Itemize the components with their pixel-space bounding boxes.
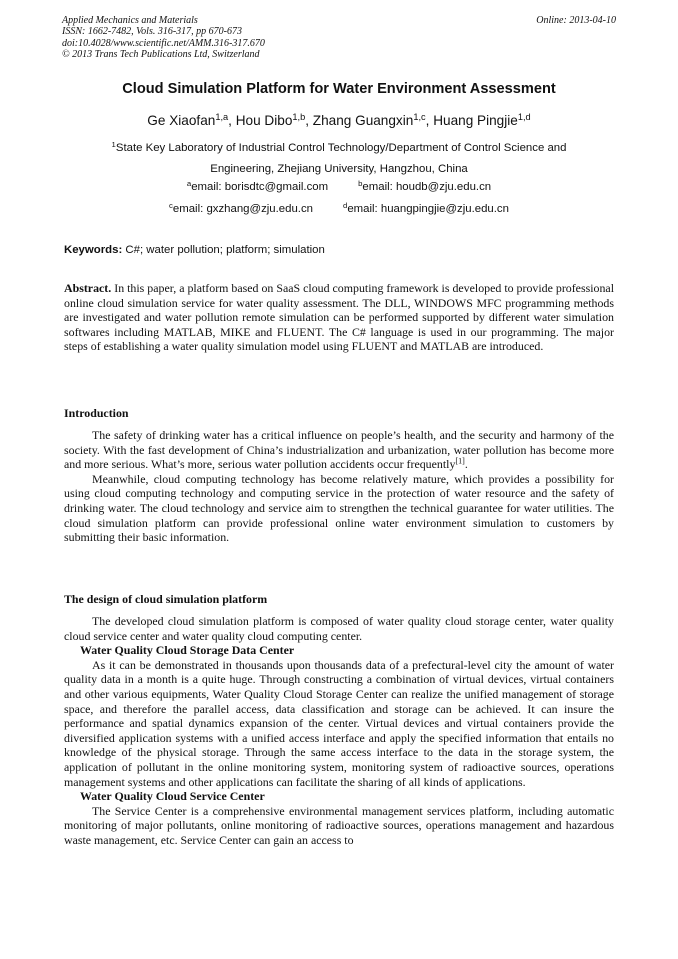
doi-line: doi:10.4028/www.scientific.net/AMM.316-317.670: [62, 37, 265, 49]
intro-paragraph-1: The safety of drinking water has a critical influence on people’s health, and the security and harmony of the society. With the fast development of China’s industrialization and urbanization, water pollution has become more and more serious. What’s more, serious water pollution accidents occur frequently: [64, 428, 614, 472]
author-name: Huang Pingjie: [433, 113, 518, 128]
journal-name: Applied Mechanics and Materials: [62, 15, 198, 26]
author-sup: 1,d: [517, 111, 531, 122]
design-heading: The design of cloud simulation platform: [64, 592, 268, 606]
author-sup: 1,b: [292, 111, 306, 122]
affiliation-sup: 1: [111, 139, 116, 149]
email-a[interactable]: $^a$email: borisdtc@gmail.com: [186, 178, 329, 193]
storage-center-subheading: Water Quality Cloud Storage Data Center: [80, 643, 295, 658]
design-paragraph-2: As it can be demonstrated in thousands upon thousands data of a prefectural-level city the amount of water quality data in a month is a quite huge. Through constructing a combination of virtual devices, virtual containers and other various equipments, Water Quality Cloud Storage Center can realize the unified management of storage space, and therefore the parallel access, data classification and storage can be achieved. It can insure the performance and spatial dynamics expansion of the center. Virtual devices and virtual containers provide the diversified application systems with a unified access interface and apply the specified information that entails no knowledge of the physical storage. Through the same access interface to the data in the storage system, the application of pollutant in the online monitoring system, monitoring system of radioactive sources, operations management systems and other applications can facilitate the sharing of all kinds of applications.: [64, 657, 614, 789]
abstract-label: Abstract.: [64, 281, 112, 295]
author-list: Ge Xiaofan$^{1,a}$, Hou Dibo$^{1,b}$, Zhang Guangxin$^{1,c}$, Huang Pingjie$^{1,d}$: [147, 111, 531, 128]
email-row-1: [0, 178, 678, 193]
design-paragraph-1: The developed cloud simulation platform is composed of water quality cloud storage center, water quality cloud service center and water quality cloud computing center.: [64, 614, 614, 643]
author-sup: 1,a: [215, 111, 229, 122]
introduction-body: The safety of drinking water has a critical influence on people’s health, and the security and harmony of the society. With the fast development of China’s industrialization and urbanization, water pollution has become more and more serious. What’s more, serious water pollution accidents occur frequently[1]. Meanwhile, cloud computing technology has become relatively mature, which provides a possibility for using cloud computing technology and computing service in the protection of water resource and the safety of drinking water. The cloud technology and service aim to strengthen the technical guarantee for water utilities. The cloud simulation platform can provide professional online water environment simulation to customers by submitting their basic information.: [64, 428, 614, 545]
abstract-text: In this paper, a platform based on SaaS cloud computing framework is developed to provide professional online cloud simulation service for water quality assessment. The DLL, WINDOWS MFC programming methods are investigated and water pollution remote simulation can be performed supported by different water simulation softwares including MATLAB, MIKE and FLUENT. The C# language is used in our programming. The major steps of establishing a water quality simulation model using FLUENT and MATLAB are introduced.: [64, 281, 614, 354]
email-b[interactable]: $^b$email: houdb@zju.edu.cn: [358, 178, 492, 193]
issn-line: ISSN: 1662-7482, Vols. 316-317, pp 670-673: [62, 26, 242, 38]
keywords-label: Keywords:: [64, 244, 123, 256]
copyright-line: © 2013 Trans Tech Publications Ltd, Switzerland: [62, 48, 260, 60]
service-center-subheading: Water Quality Cloud Service Center: [80, 789, 265, 804]
affiliation: [64, 138, 614, 180]
affiliation-line-2: Engineering, Zhejiang University, Hangzhou, China: [210, 163, 468, 175]
affiliation-line-1: State Key Laboratory of Industrial Control Technology/Department of Control Science and: [115, 142, 567, 154]
author-name: Ge Xiaofan: [147, 113, 216, 128]
design-body: [64, 614, 614, 848]
paper-title: Cloud Simulation Platform for Water Environment Assessment: [122, 81, 556, 97]
citation-ref[interactable]: [1]: [455, 456, 465, 466]
introduction-heading: Introduction: [64, 406, 129, 420]
author-name: Zhang Guangxin: [312, 113, 414, 128]
author-name: Hou Dibo: [235, 113, 293, 128]
email-row-2: [0, 200, 678, 215]
keywords: [64, 244, 325, 256]
author-sup: 1,c: [413, 111, 426, 122]
email-d[interactable]: $^d$email: huangpingjie@zju.edu.cn: [343, 200, 509, 215]
intro-paragraph-2: Meanwhile, cloud computing technology has become relatively mature, which provides a possibility for using cloud computing technology and computing service in the protection of water resource and the safety of drinking water. The cloud technology and service aim to strengthen the technical guarantee for water utilities. The cloud simulation platform can provide professional online water environment simulation to customers by submitting their basic information.: [64, 471, 614, 545]
keywords-text: C#; water pollution; platform; simulation: [125, 244, 325, 256]
design-paragraph-3: The Service Center is a comprehensive environmental management services platform, including automatic monitoring of major pollutants, online monitoring of radioactive sources, operations management and hazardous waste management, etc. Service Center can gain an access to: [64, 803, 614, 847]
email-c[interactable]: $^c$email: gxzhang@zju.edu.cn: [169, 200, 313, 215]
abstract: [64, 281, 614, 354]
online-date: Online: 2013-04-10: [536, 15, 616, 26]
journal-header: [62, 15, 265, 60]
